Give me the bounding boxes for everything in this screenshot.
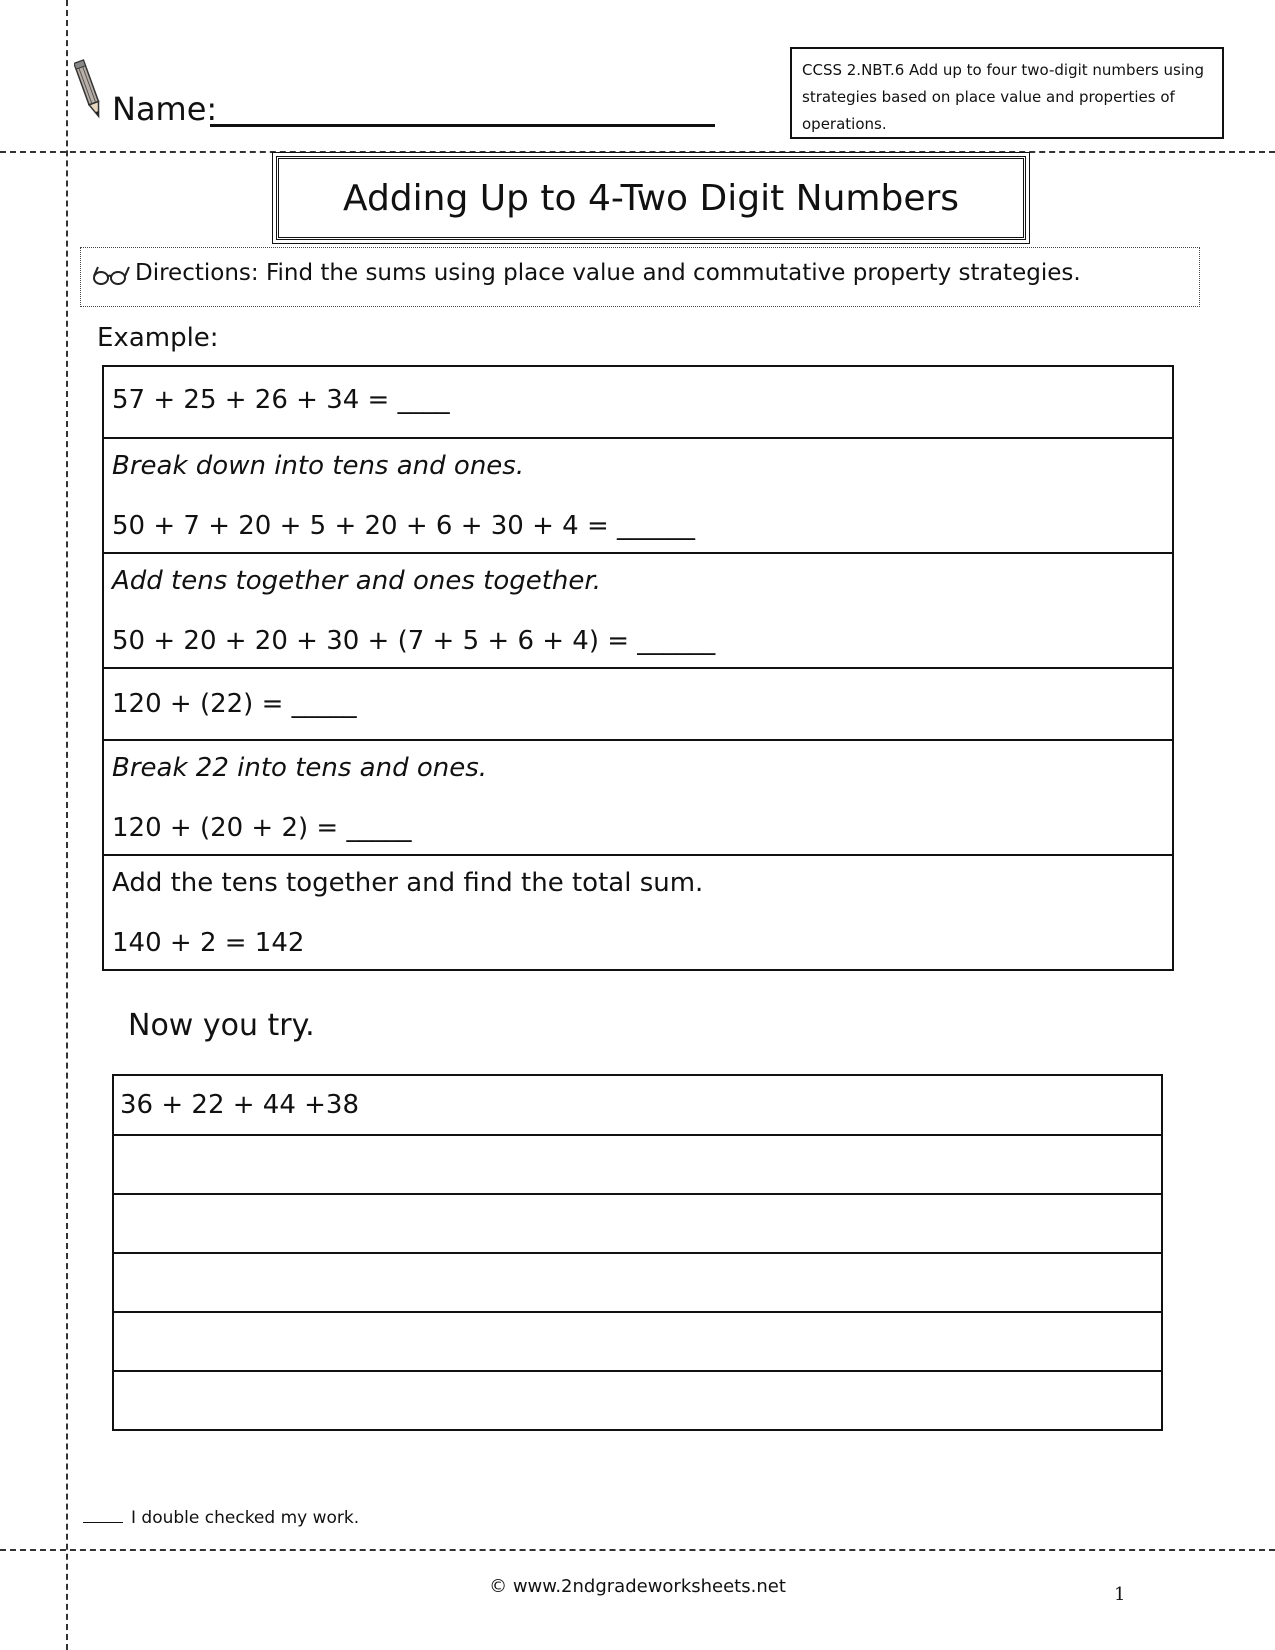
top-cut-line [0, 151, 1275, 153]
example-cell [103, 668, 1173, 740]
example-step-instruction: Add the tens together and find the total sum. [112, 868, 704, 898]
example-row [103, 553, 1173, 668]
standard-box: CCSS 2.NBT.6 Add up to four two-digit numbers using strategies based on place value and properties of operations. [790, 47, 1224, 139]
pencil-icon [74, 58, 104, 122]
example-row [103, 668, 1173, 740]
example-table [102, 365, 1174, 971]
example-cell [103, 855, 1173, 970]
example-step-instruction: Break 22 into tens and ones. [112, 753, 488, 783]
example-row [103, 438, 1173, 553]
try-label: Now you try. [128, 1008, 315, 1043]
self-check [83, 1508, 359, 1528]
example-cell [103, 366, 1173, 438]
practice-row [113, 1075, 1162, 1135]
example-cell [103, 553, 1173, 668]
work-line[interactable] [113, 1312, 1162, 1371]
work-line[interactable] [113, 1253, 1162, 1312]
example-cell [103, 740, 1173, 855]
work-line[interactable] [113, 1135, 1162, 1194]
page-number: 1 [1114, 1584, 1126, 1605]
name-label: Name: [112, 90, 218, 128]
work-line[interactable] [113, 1194, 1162, 1253]
practice-row [113, 1371, 1162, 1430]
example-step-instruction: Break down into tens and ones. [112, 451, 525, 481]
name-field[interactable] [210, 124, 715, 127]
example-equation: 120 + (20 + 2) = _____ [112, 813, 412, 843]
self-check-blank[interactable] [83, 1522, 123, 1523]
example-label: Example: [97, 323, 219, 353]
worksheet-title: Adding Up to 4-Two Digit Numbers [342, 177, 960, 219]
work-line[interactable] [113, 1371, 1162, 1430]
directions-text: Directions: Find the sums using place value and commutative property strategies. [135, 260, 1081, 286]
practice-row [113, 1135, 1162, 1194]
vertical-cut-line [66, 0, 68, 1650]
example-equation: 50 + 20 + 20 + 30 + (7 + 5 + 6 + 4) = ______ [112, 626, 716, 656]
example-answer: 140 + 2 = 142 [112, 928, 305, 958]
example-equation: 50 + 7 + 20 + 5 + 20 + 6 + 30 + 4 = ______ [112, 511, 696, 541]
practice-table [112, 1074, 1163, 1431]
example-row [103, 366, 1173, 438]
example-equation: 120 + (22) = _____ [112, 689, 357, 719]
example-row [103, 855, 1173, 970]
example-equation: 57 + 25 + 26 + 34 = ____ [112, 385, 450, 415]
copyright-text: © www.2ndgradeworksheets.net [489, 1576, 786, 1597]
practice-row [113, 1194, 1162, 1253]
bottom-cut-line [0, 1549, 1275, 1551]
practice-row [113, 1312, 1162, 1371]
example-step-instruction: Add tens together and ones together. [112, 566, 601, 596]
example-cell [103, 438, 1173, 553]
self-check-text: I double checked my work. [131, 1508, 360, 1528]
practice-row [113, 1253, 1162, 1312]
example-row [103, 740, 1173, 855]
glasses-icon [92, 264, 130, 286]
practice-problem: 36 + 22 + 44 +38 [113, 1075, 1162, 1135]
